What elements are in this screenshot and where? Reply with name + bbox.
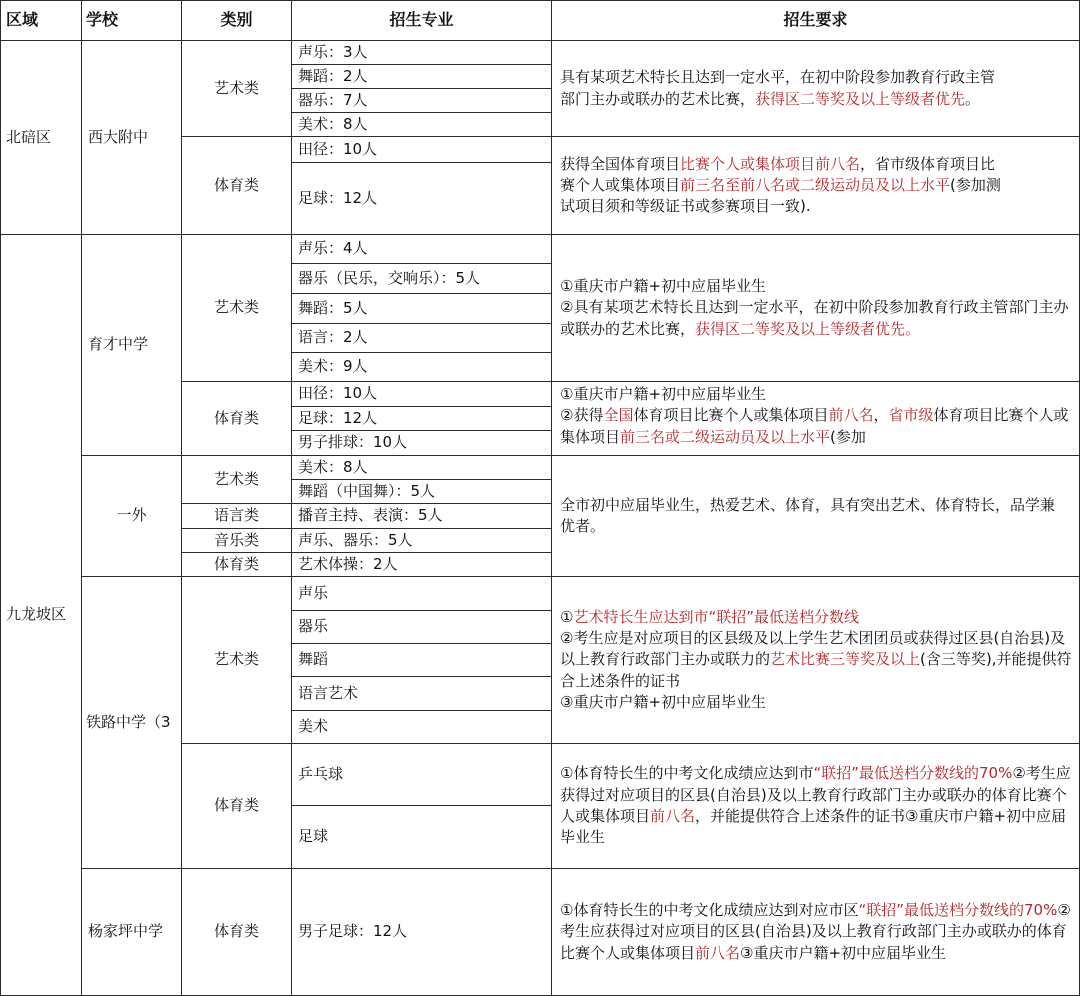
req-text: (含三等奖),并能提供符合上述条件的证书 <box>560 650 1072 690</box>
major-item: 声乐：4人 <box>292 235 552 264</box>
school-xida: 西大附中 <box>82 41 182 235</box>
category-yiwai-art: 艺术类 <box>182 456 292 504</box>
category-tielu-sport: 体育类 <box>182 744 292 869</box>
req-text: (参加测试项目须和等级证书或参赛项目一致). <box>560 175 1001 216</box>
header-school: 学校 <box>82 0 182 41</box>
req-text: 获得全国体育项目 <box>560 154 681 173</box>
req-text: ①体育特长生的中考文化成绩应达到对应市区 <box>560 901 859 920</box>
major-item: 声乐：3人 <box>292 41 552 65</box>
requirement-yiwai <box>552 456 1080 577</box>
req-highlight: 前八名 <box>695 943 741 962</box>
major-item: 足球：12人 <box>292 163 552 235</box>
req-text: ③重庆市户籍+初中应届毕业生 <box>740 943 947 962</box>
req-highlight: 全国 <box>603 406 634 425</box>
major-item: 艺术体操：2人 <box>292 553 552 577</box>
category-xida-sport: 体育类 <box>182 137 292 235</box>
req-text: ，并能提供符合上述条件的证书③重庆市户籍+初中应届毕业生 <box>560 807 1067 847</box>
header-requirements: 招生要求 <box>552 0 1080 41</box>
region-beibei: 北碚区 <box>0 41 82 235</box>
major-item: 美术 <box>292 711 552 744</box>
major-item: 乒乓球 <box>292 744 552 806</box>
req-text: ②具有某项艺术特长且达到一定水平，在初中阶段参加教育行政主管部门主办或联办的艺术比赛， <box>560 298 1069 338</box>
req-text: ①体育特长生的中考文化成绩应达到市 <box>560 764 814 783</box>
header-category: 类别 <box>182 0 292 41</box>
req-text: ②获得 <box>560 406 604 425</box>
req-text: 全市初中应届毕业生，热爱艺术、体育，具有突出艺术、体育特长，品学兼优者。 <box>560 495 1056 535</box>
req-highlight: 获得区二等奖及以上等级者优先。 <box>695 319 921 338</box>
category-yiwai-sport: 体育类 <box>182 553 292 577</box>
req-text: ①重庆市户籍+初中应届毕业生 <box>560 277 767 296</box>
major-item: 美术：8人 <box>292 456 552 480</box>
header-majors: 招生专业 <box>292 0 552 41</box>
major-item: 美术：9人 <box>292 353 552 382</box>
req-text: ① <box>560 607 574 626</box>
category-yucai-sport: 体育类 <box>182 382 292 456</box>
major-item: 足球：12人 <box>292 407 552 431</box>
school-yucai: 育才中学 <box>82 235 182 456</box>
req-highlight: 前八名 <box>650 807 696 825</box>
req-highlight: 省市级 <box>888 406 934 425</box>
major-item: 田径：10人 <box>292 382 552 407</box>
major-item: 男子排球：10人 <box>292 431 552 456</box>
major-item: 舞蹈（中国舞）：5人 <box>292 480 552 504</box>
school-tielu: 铁路中学（3 <box>82 577 182 869</box>
category-yiwai-music: 音乐类 <box>182 529 292 553</box>
major-item: 声乐、器乐：5人 <box>292 529 552 553</box>
school-yiwai: 一外 <box>82 456 182 577</box>
category-xida-art: 艺术类 <box>182 41 292 137</box>
region-jiulongpo: 九龙坡区 <box>0 235 82 996</box>
requirement-tielu-sport <box>552 744 1080 869</box>
category-tielu-art: 艺术类 <box>182 577 292 744</box>
req-highlight: 前八名 <box>828 406 874 425</box>
req-text: ③重庆市户籍+初中应届毕业生 <box>560 692 767 711</box>
req-text: 具有某项艺术特长且达到一定水平，在初中阶段参加教育行政主管部门主办或联办的艺术比赛， <box>560 68 996 108</box>
req-highlight: 获得区二等奖及以上等级者优先 <box>755 89 966 108</box>
major-item: 男子足球：12人 <box>292 869 552 996</box>
req-text: ②考生应获得过对应项目的区县(自治县)及以上教育行政部门主办或联办的体育比赛个人或集体项目 <box>560 901 1071 962</box>
req-text: 体育项目比赛个人或集体项目 <box>633 406 829 425</box>
req-highlight: 艺术比赛三等奖及以上 <box>770 650 921 669</box>
major-item: 美术：8人 <box>292 113 552 137</box>
major-item: 播音主持、表演：5人 <box>292 504 552 529</box>
req-highlight: 比赛个人或集体项目前八名 <box>680 154 861 173</box>
req-text: ， <box>873 406 889 425</box>
req-text: ①重庆市户籍+初中应届毕业生 <box>560 385 767 403</box>
major-item: 声乐 <box>292 577 552 611</box>
major-item: 舞蹈 <box>292 644 552 677</box>
major-item: 器乐（民乐，交响乐）：5人 <box>292 264 552 294</box>
requirement-tielu-art <box>552 577 1080 744</box>
requirement-yucai-art <box>552 235 1080 382</box>
category-yangjiaping-sport: 体育类 <box>182 869 292 996</box>
req-highlight: 艺术特长生应达到市“联招”最低送档分数线 <box>573 607 859 626</box>
req-text: ，省市级体育项目比赛个人或集体项目 <box>560 154 996 194</box>
req-highlight: “联招”最低送档分数线的70% <box>858 901 1058 920</box>
req-text: ②考生应是对应项目的区县级及以上学生艺术团团员或获得过区县(自治县)及以上教育行政部门主办或联力的 <box>560 629 1066 669</box>
major-item: 舞蹈：5人 <box>292 294 552 324</box>
req-text: (参加 <box>830 427 866 446</box>
category-yiwai-language: 语言类 <box>182 504 292 529</box>
major-item: 语言：2人 <box>292 324 552 353</box>
req-highlight: “联招”最低送档分数线的70% <box>813 764 1013 783</box>
requirement-xida-art <box>552 41 1080 137</box>
category-yucai-art: 艺术类 <box>182 235 292 382</box>
major-item: 足球 <box>292 806 552 869</box>
req-highlight: 前三名或二级运动员及以上水平 <box>620 427 831 446</box>
major-item: 舞蹈：2人 <box>292 65 552 89</box>
major-item: 语言艺术 <box>292 677 552 711</box>
school-yangjiaping: 杨家坪中学 <box>82 869 182 996</box>
header-region: 区域 <box>0 0 82 41</box>
req-text: 。 <box>965 89 981 108</box>
req-highlight: 前三名至前八名或二级运动员及以上水平 <box>680 175 951 194</box>
requirement-yucai-sport <box>552 382 1080 456</box>
requirement-yangjiaping <box>552 869 1080 996</box>
major-item: 田径：10人 <box>292 137 552 163</box>
requirement-xida-sport <box>552 137 1080 235</box>
major-item: 器乐 <box>292 611 552 644</box>
req-text: 体育项目比赛个人或集体项目 <box>560 406 1069 446</box>
req-text: ②考生应获得过对应项目的区县(自治县)及以上教育行政部门主办或联办的体育比赛个人或集体项目 <box>560 764 1071 825</box>
major-item: 器乐：7人 <box>292 89 552 113</box>
